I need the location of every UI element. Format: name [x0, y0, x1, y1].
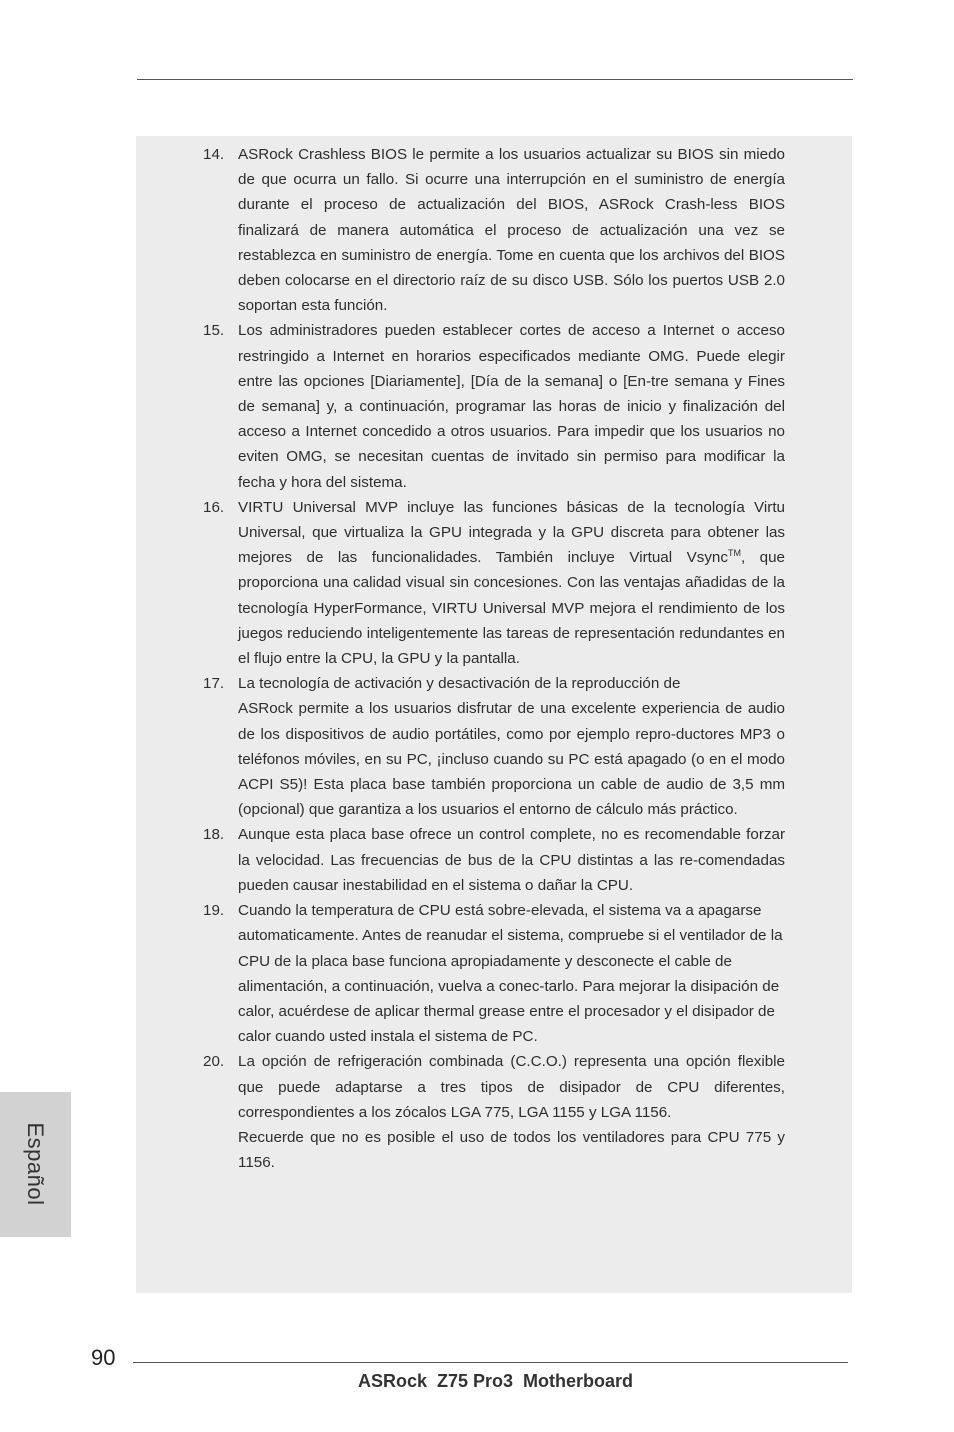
item-text-part: VIRTU Universal MVP incluye las funciones básicas de la tecnología Virtu Universal, que virtualiza la GPU integrada y la GPU discreta para obtener las mejores de las funcionalidades. También incluye Virtual Vsync	[238, 498, 785, 567]
feature-list	[203, 142, 785, 1175]
item-number: 20.	[203, 1053, 225, 1071]
list-item	[203, 671, 785, 822]
page-number: 90	[91, 1345, 116, 1370]
item-text: La opción de refrigeración combinada (C.C.O.) representa una opción flexible que puede adaptarse a tres tipos de disipador de CPU diferentes, correspondientes a los zócalos LGA 775, LGA 1155 y LGA 1156.	[238, 1053, 785, 1121]
trademark-mark: TM	[727, 548, 741, 559]
item-text: ASRock Crashless BIOS le permite a los usuarios actualizar su BIOS sin miedo de que ocurra un fallo. Si ocurre una interrupción en el suministro de energía durante el proceso de actualización del BIOS, ASRock Crash-less BIOS finalizará de manera automática el proceso de actualización una vez se restablezca en suministro de energía. Tome en cuenta que los archivos del BIOS deben colocarse en el directorio raíz de su disco USB. Sólo los puertos USB 2.0 soportan esta función.	[238, 146, 785, 315]
language-label: Español	[23, 1122, 48, 1206]
list-item	[203, 1049, 785, 1175]
item-text	[238, 495, 785, 671]
footer-title: ASRock Z75 Pro3 Motherboard	[358, 1371, 634, 1391]
item-number: 17.	[203, 675, 225, 693]
list-item	[203, 822, 785, 898]
item-text: Aunque esta placa base ofrece un control complete, no es recomendable forzar la velocidad. Las frecuencias de bus de la CPU distintas a las re-comendadas pueden causar inestabilidad en el sistema o dañar la CPU.	[238, 826, 785, 894]
item-number: 15.	[203, 322, 225, 340]
list-item	[203, 495, 785, 671]
header-rule	[137, 79, 853, 80]
item-text: Cuando la temperatura de CPU está sobre-elevada, el sistema va a apagarse automaticamente. Antes de reanudar el sistema, compruebe si el ventilador de la CPU de la placa base funciona apropiadamente y desconecte el cable de alimentación, a continuación, vuelva a conec-tarlo. Para mejorar la disipación de calor, acuérdese de aplicar thermal grease entre el procesador y el disipador de calor cuando usted instala el sistema de PC.	[238, 902, 783, 1046]
item-number: 14.	[203, 146, 225, 163]
list-item	[203, 142, 785, 318]
item-text-part: , que proporciona una calidad visual sin concesiones. Con las ventajas añadidas de la tecnología HyperFormance, VIRTU Universal MVP mejora el rendimiento de los juegos reduciendo inteligentemente las tareas de representación redundantes en el flujo entre la CPU, la GPU y la pantalla.	[238, 549, 786, 668]
item-note: Recuerde que no es posible el uso de todos los ventiladores para CPU 775 y 1156.	[238, 1128, 785, 1172]
item-text-first-line: La tecnología de activación y desactivación de la reproducción de	[238, 675, 681, 693]
list-item	[203, 898, 785, 1049]
footer-rule	[133, 1362, 848, 1363]
list-item	[203, 318, 785, 494]
item-text: Los administradores pueden establecer cortes de acceso a Internet o acceso restringido a Internet en horarios especificados mediante OMG. Puede elegir entre las opciones [Diariamente], [Día de la semana] o [En-tre semana y Fines de semana] y, a continuación, programar las horas de inicio y finalización del acceso a Internet concedido a otros usuarios. Para impedir que los usuarios no eviten OMG, se necesitan cuentas de invitado sin permiso para modificar la fecha y hora del sistema.	[238, 322, 785, 491]
item-number: 19.	[203, 902, 225, 920]
item-number: 16.	[203, 498, 225, 516]
item-number: 18.	[203, 826, 225, 844]
item-text: ASRock permite a los usuarios disfrutar de una excelente experiencia de audio de los dispositivos de audio portátiles, como por ejemplo repro-ductores MP3 o teléfonos móviles, en su PC, ¡incluso cuando su PC está apagado (o en el modo ACPI S5)! Esta placa base también proporciona un cable de audio de 3,5 mm (opcional) que garantiza a los usuarios el entorno de cálculo más práctico.	[238, 700, 785, 819]
